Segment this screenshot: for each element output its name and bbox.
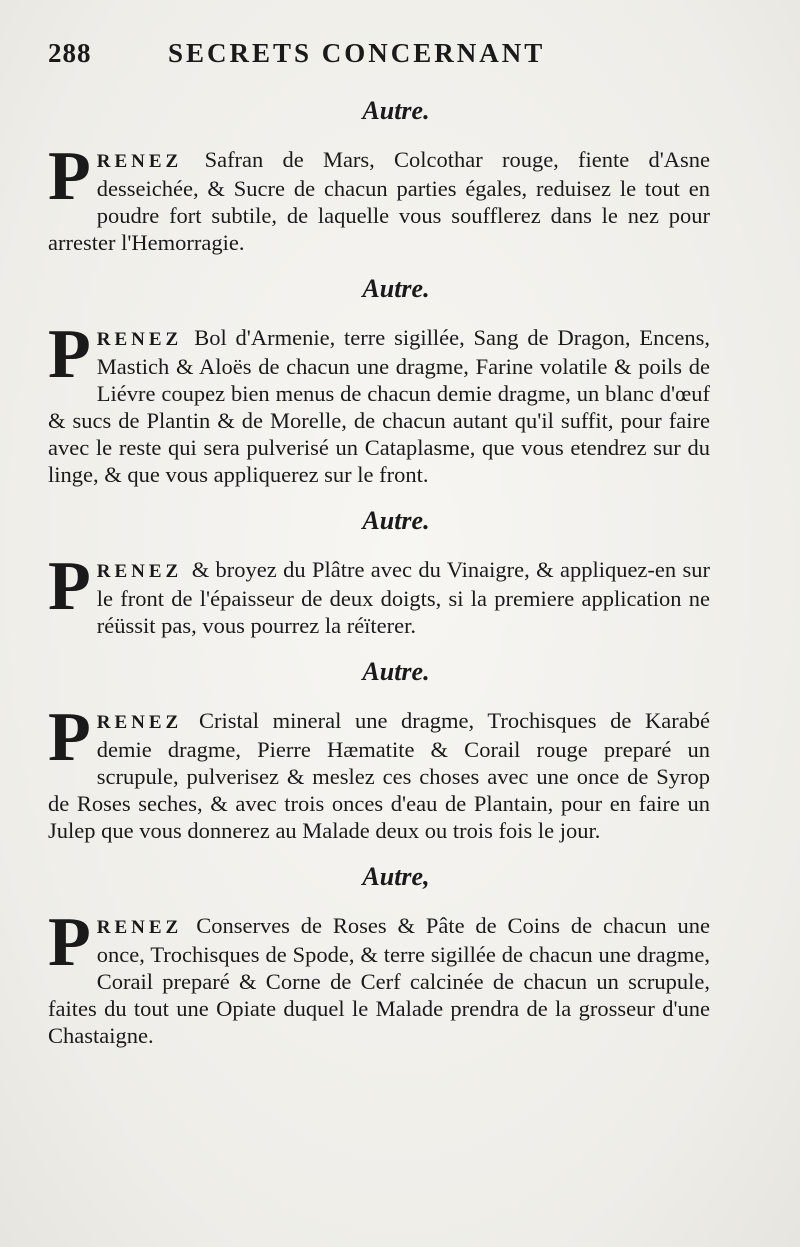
lead-word: RENEZ xyxy=(96,151,205,172)
lead-word: RENEZ xyxy=(96,561,192,582)
recipe-heading: Autre, xyxy=(362,862,430,891)
drop-cap: P xyxy=(48,548,91,625)
lead-word: RENEZ xyxy=(96,329,195,350)
recipe-text: & broyez du Plâtre avec du Vinaigre, & appliquez-en sur le front de l'épaisseur de deux doigts, si la premiere application ne réüssit pas, vous pourrez la réïterer. xyxy=(96,557,710,638)
recipe-text: Safran de Mars, Colcothar rouge, fiente d'Asne desseichée, & Sucre de chacun parties égales, reduisez le tout en poudre fort subtile, de laquelle vous soufflerez dans le nez pour arrester l'Hemorragie. xyxy=(48,147,710,255)
recipe-heading: Autre. xyxy=(362,506,430,535)
recipe-heading: Autre. xyxy=(362,96,430,125)
recipe-paragraph xyxy=(48,548,710,639)
drop-cap: P xyxy=(48,904,91,981)
recipe-text: Conserves de Roses & Pâte de Coins de chacun une once, Trochisques de Spode, & terre sigillée de chacun une dragme, Corail preparé & Corne de Cerf calcinée de chacun un scrupule, faites du tout une Opiate duquel le Malade prendra de la grosseur d'une Chastaigne. xyxy=(48,913,710,1048)
lead-word: RENEZ xyxy=(96,917,197,938)
recipe-paragraph xyxy=(48,138,710,256)
lead-word: RENEZ xyxy=(96,712,199,733)
running-title: SECRETS CONCERNANT xyxy=(168,38,546,68)
running-head xyxy=(48,38,710,78)
drop-cap: P xyxy=(48,699,91,776)
recipe-heading: Autre. xyxy=(362,657,430,686)
drop-cap: P xyxy=(48,316,91,393)
recipe-text: Bol d'Armenie, terre sigillée, Sang de Dragon, Encens, Mastich & Aloës de chacun une dragme, Farine volatile & poils de Liévre coupez bien menus de chacun demie dragme, un blanc d'œuf & sucs de Plantin & de Morelle, de chacun autant qu'il suffit, pour faire avec le reste qui sera pulverisé un Cataplasme, que vous etendrez sur du linge, & que vous appliquerez sur le front. xyxy=(48,325,710,487)
recipe-paragraph xyxy=(48,904,710,1049)
drop-cap: P xyxy=(48,138,91,215)
recipe-paragraph xyxy=(48,316,710,488)
recipe-heading: Autre. xyxy=(362,274,430,303)
recipe-paragraph xyxy=(48,699,710,844)
recipe-text: Cristal mineral une dragme, Trochisques de Karabé demie dragme, Pierre Hæmatite & Corail rouge preparé un scrupule, pulverisez & meslez ces choses avec une once de Syrop de Roses seches, & avec trois onces d'eau de Plantain, pour en faire un Julep que vous donnerez au Malade deux ou trois fois le jour. xyxy=(48,708,710,843)
page-number: 288 xyxy=(48,38,92,68)
